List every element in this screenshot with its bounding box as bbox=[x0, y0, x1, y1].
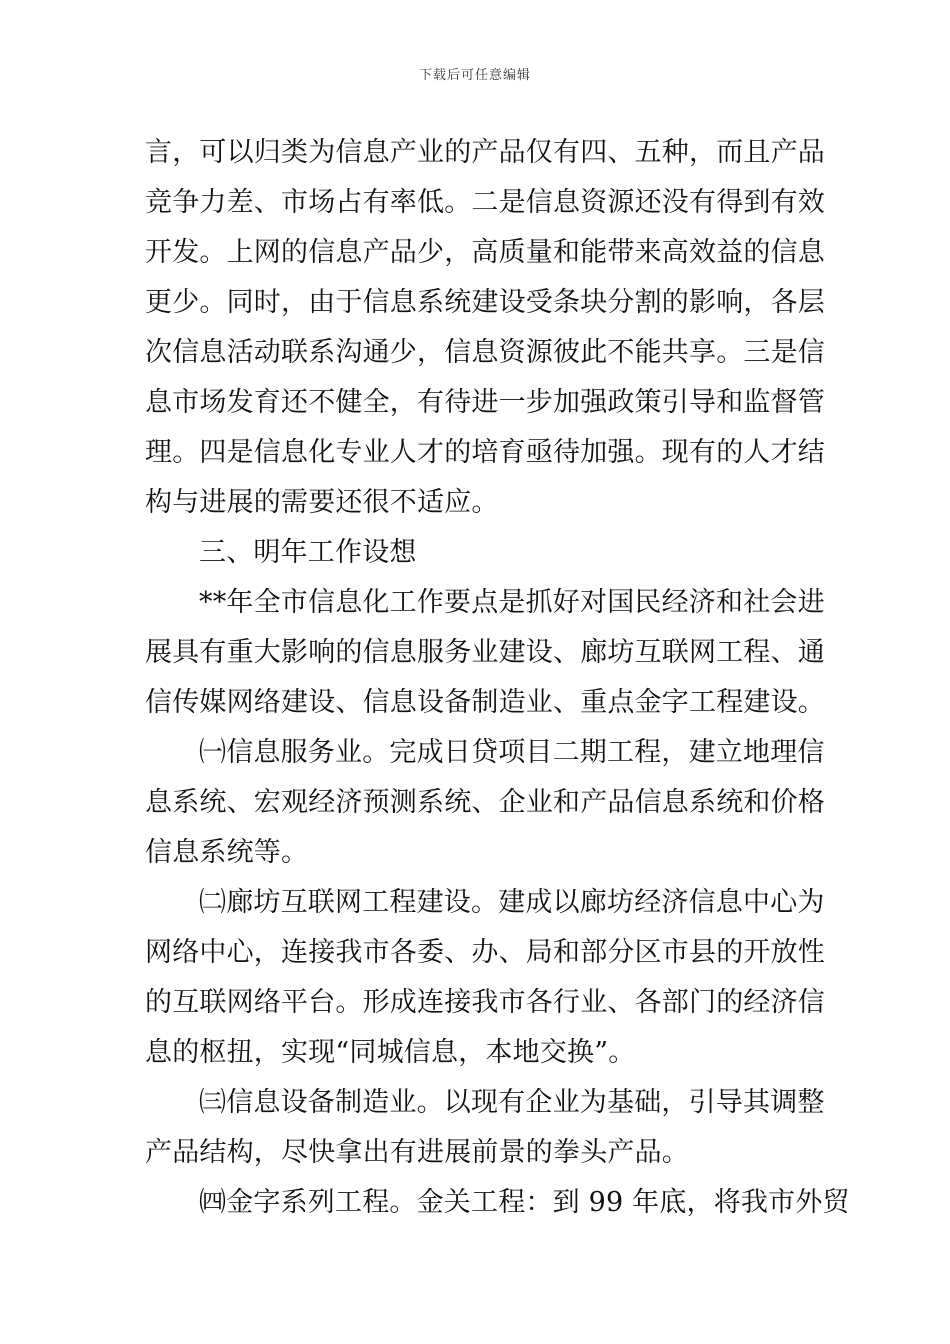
text-line: 构与进展的需要还很不适应。 bbox=[145, 487, 499, 518]
paragraph bbox=[145, 1178, 850, 1228]
text-line: 开发。上网的信息产品少，高质量和能带来高效益的信息 bbox=[145, 237, 825, 268]
paragraph bbox=[145, 128, 825, 528]
text-line: 次信息活动联系沟通少，信息资源彼此不能共享。三是信 bbox=[145, 337, 825, 368]
paragraph bbox=[145, 578, 825, 728]
text-line: 理。四是信息化专业人才的培育亟待加强。现有的人才结 bbox=[145, 437, 825, 468]
page-header: 下载后可任意编辑 bbox=[418, 68, 531, 83]
text-line: 的互联网络平台。形成连接我市各行业、各部门的经济信 bbox=[145, 987, 825, 1018]
text-line: 信息系统等。 bbox=[145, 837, 309, 868]
document-body bbox=[145, 128, 850, 1228]
paragraph bbox=[145, 728, 825, 878]
text-line: ㈢信息设备制造业。以现有企业为基础，引导其调整 bbox=[199, 1087, 825, 1118]
paragraph bbox=[145, 878, 825, 1078]
text-line: 产品结构，尽快拿出有进展前景的拳头产品。 bbox=[145, 1137, 689, 1168]
section-heading bbox=[145, 528, 815, 578]
text-line: ㈣金字系列工程。金关工程：到 99 年底，将我市外贸 bbox=[199, 1187, 850, 1218]
text-line: ㈠信息服务业。完成日贷项目二期工程，建立地理信 bbox=[199, 737, 825, 768]
text-line: 息的枢扭，实现“同城信息，本地交换”。 bbox=[145, 1037, 636, 1068]
heading-line: 三、明年工作设想 bbox=[199, 537, 417, 568]
text-line: **年全市信息化工作要点是抓好对国民经济和社会进 bbox=[199, 587, 825, 618]
paragraph bbox=[145, 1078, 825, 1178]
text-line: ㈡廊坊互联网工程建设。建成以廊坊经济信息中心为 bbox=[199, 887, 825, 918]
text-line: 更少。同时，由于信息系统建设受条块分割的影响，各层 bbox=[145, 287, 825, 318]
text-line: 信传媒网络建设、信息设备制造业、重点金字工程建设。 bbox=[145, 687, 825, 718]
text-line: 息系统、宏观经济预测系统、企业和产品信息系统和价格 bbox=[145, 787, 825, 818]
text-line: 竞争力差、市场占有率低。二是信息资源还没有得到有效 bbox=[145, 187, 825, 218]
text-line: 息市场发育还不健全，有待进一步加强政策引导和监督管 bbox=[145, 387, 825, 418]
text-line: 展具有重大影响的信息服务业建设、廊坊互联网工程、通 bbox=[145, 637, 825, 668]
text-line: 网络中心，连接我市各委、办、局和部分区市县的开放性 bbox=[145, 937, 825, 968]
text-line: 言，可以归类为信息产业的产品仅有四、五种，而且产品 bbox=[145, 137, 825, 168]
